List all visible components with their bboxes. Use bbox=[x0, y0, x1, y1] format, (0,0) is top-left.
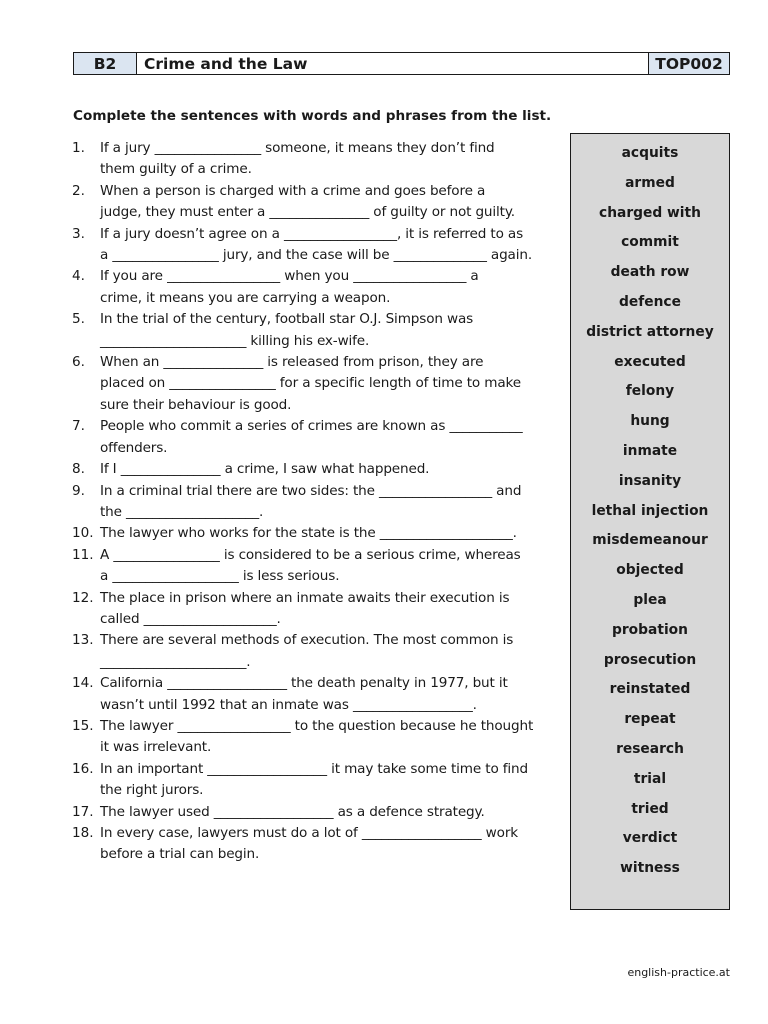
word-list-item: felony bbox=[625, 383, 675, 400]
question-item bbox=[72, 545, 562, 588]
question-text: If a jury ________________ someone, it means they don’t find them guilty of a crime. bbox=[100, 140, 495, 178]
question-item bbox=[72, 523, 562, 544]
question-text: There are several methods of execution. The most common is ______________________. bbox=[100, 632, 514, 670]
word-list-item: district attorney bbox=[586, 323, 714, 340]
worksheet-title: Crime and the Law bbox=[144, 54, 308, 73]
word-list-item: reinstated bbox=[609, 681, 691, 698]
word-list-item: verdict bbox=[622, 830, 678, 847]
question-number: 9. bbox=[72, 482, 85, 499]
question-text: A ________________ is considered to be a serious crime, whereas a ___________________ is less serious. bbox=[100, 546, 521, 585]
word-list-item: objected bbox=[616, 562, 684, 579]
question-text: The lawyer _________________ to the question because he thought it was irrelevant. bbox=[100, 717, 534, 756]
question-number: 4. bbox=[72, 268, 85, 285]
word-list-item: death row bbox=[610, 264, 690, 281]
question-text: If I _______________ a crime, I saw what happened. bbox=[100, 461, 430, 478]
question-item bbox=[72, 481, 562, 524]
question-item bbox=[72, 459, 562, 480]
question-item bbox=[72, 716, 562, 759]
word-list-item: charged with bbox=[599, 204, 701, 221]
question-item bbox=[72, 309, 562, 352]
question-text: People who commit a series of crimes are known as ___________ offenders. bbox=[100, 418, 523, 456]
question-text: California __________________ the death penalty in 1977, but it wasn’t until 1992 that an inmate was __________________. bbox=[100, 675, 508, 713]
question-number: 1. bbox=[72, 140, 85, 156]
question-item bbox=[72, 138, 562, 181]
question-item bbox=[72, 181, 562, 224]
question-item bbox=[72, 266, 562, 309]
worksheet-header bbox=[73, 52, 730, 75]
word-list-item: inmate bbox=[622, 442, 678, 459]
question-number: 8. bbox=[72, 461, 85, 478]
word-list-item: acquits bbox=[621, 145, 679, 161]
question-number: 15. bbox=[72, 717, 94, 734]
word-list-item: defence bbox=[619, 293, 681, 310]
word-list-item: tried bbox=[631, 800, 669, 817]
question-text: When a person is charged with a crime and goes before a judge, they must enter a _______________ of guilty or not guilty. bbox=[100, 182, 515, 221]
question-item bbox=[72, 673, 562, 716]
question-number: 5. bbox=[72, 311, 85, 328]
question-list bbox=[72, 138, 562, 866]
word-list-item: lethal injection bbox=[591, 502, 709, 519]
question-number: 3. bbox=[72, 225, 85, 242]
word-list-box bbox=[570, 133, 730, 910]
question-number: 6. bbox=[72, 354, 85, 371]
footer-source: english-practice.at bbox=[627, 966, 730, 979]
question-item bbox=[72, 416, 562, 459]
word-list-item: commit bbox=[621, 234, 679, 251]
word-list-item: hung bbox=[630, 413, 670, 430]
question-number: 11. bbox=[72, 546, 94, 563]
question-text: The lawyer used __________________ as a defence strategy. bbox=[100, 803, 485, 820]
word-list-item: probation bbox=[612, 621, 688, 638]
question-number: 7. bbox=[72, 418, 85, 435]
question-number: 17. bbox=[72, 803, 94, 820]
question-text: In the trial of the century, football star O.J. Simpson was ______________________ killing his ex-wife. bbox=[100, 311, 474, 349]
question-text: The lawyer who works for the state is the ____________________. bbox=[100, 525, 517, 542]
question-number: 14. bbox=[72, 675, 94, 692]
question-text: In every case, lawyers must do a lot of __________________ work before a trial can begin. bbox=[100, 825, 518, 863]
level-badge: B2 bbox=[74, 53, 137, 74]
question-number: 18. bbox=[72, 825, 94, 841]
question-text: If you are _________________ when you _________________ a crime, it means you are carrying a weapon. bbox=[100, 268, 479, 306]
question-number: 10. bbox=[72, 525, 94, 542]
question-item bbox=[72, 802, 562, 823]
word-list-item: armed bbox=[625, 174, 675, 191]
word-list-item: research bbox=[616, 740, 684, 757]
word-list-item: trial bbox=[633, 770, 667, 787]
question-item bbox=[72, 823, 562, 866]
word-list-item: insanity bbox=[618, 472, 682, 489]
question-text: The place in prison where an inmate awaits their execution is called ____________________. bbox=[100, 589, 510, 627]
question-item bbox=[72, 759, 562, 802]
question-number: 13. bbox=[72, 632, 94, 649]
word-list bbox=[571, 139, 729, 884]
worksheet-code: TOP002 bbox=[648, 53, 729, 74]
word-list-item: plea bbox=[633, 591, 667, 608]
word-list-item: witness bbox=[620, 860, 680, 877]
word-list-item: executed bbox=[614, 353, 686, 370]
question-text: When an _______________ is released from prison, they are placed on ________________ for a specific length of time to make sure their behaviour is good. bbox=[100, 354, 521, 413]
word-list-item: misdemeanour bbox=[592, 532, 708, 549]
question-item bbox=[72, 224, 562, 267]
question-item bbox=[72, 352, 562, 416]
question-text: In an important __________________ it may take some time to find the right jurors. bbox=[100, 760, 528, 799]
question-text: If a jury doesn’t agree on a _________________, it is referred to as a ________________ jury, and the case will be ______________ again. bbox=[100, 225, 532, 264]
question-text: In a criminal trial there are two sides: the _________________ and the ____________________. bbox=[100, 482, 522, 520]
word-list-item: prosecution bbox=[603, 651, 697, 668]
word-list-item: repeat bbox=[624, 711, 676, 728]
question-item bbox=[72, 588, 562, 631]
instruction-text: Complete the sentences with words and phrases from the list. bbox=[73, 108, 552, 124]
question-number: 16. bbox=[72, 760, 94, 777]
question-number: 2. bbox=[72, 182, 85, 199]
question-number: 12. bbox=[72, 589, 94, 606]
question-item bbox=[72, 630, 562, 673]
